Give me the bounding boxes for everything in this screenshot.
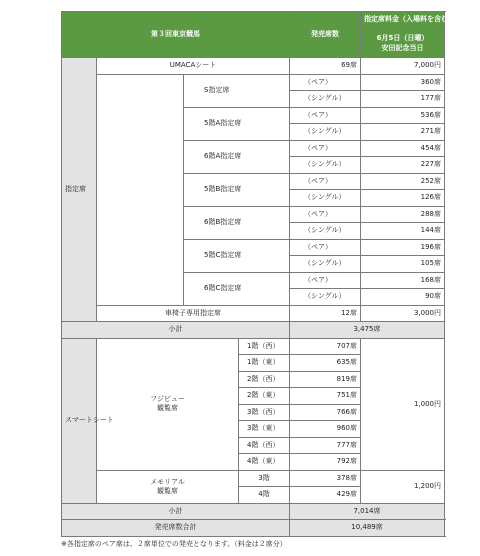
table-row xyxy=(62,503,445,520)
table-row xyxy=(62,140,445,157)
seats-count: 105席 xyxy=(361,256,445,273)
seat-floor: 2階（西） xyxy=(239,371,290,388)
price-main: 7,000円 xyxy=(361,58,445,75)
seats-count: 288席 xyxy=(361,206,445,223)
seat-type: （シングル） xyxy=(290,223,361,240)
table-row xyxy=(62,338,445,355)
header-seats-sold: 発売席数 xyxy=(290,12,361,58)
seats-count: 12席 xyxy=(290,305,361,322)
total-value: 10,489席 xyxy=(290,520,445,537)
seat-type: （ペア） xyxy=(290,173,361,190)
seat-price-table xyxy=(61,11,455,537)
seats-count: 168席 xyxy=(361,272,445,289)
price-main: 1,000円 xyxy=(361,338,445,470)
seat-type: （ペア） xyxy=(290,74,361,91)
total-label: 発売席数合計 xyxy=(62,520,290,537)
table-row xyxy=(62,239,445,256)
seat-type: （シングル） xyxy=(290,289,361,306)
subtotal-label: 小計 xyxy=(62,503,290,520)
table-row xyxy=(62,305,445,322)
seats-count: 766席 xyxy=(290,404,361,421)
seat-group-name: 6階B指定席 xyxy=(184,206,290,239)
seat-floor: 4階（東） xyxy=(239,454,290,471)
seat-group-name: フジビュー 観覧席 xyxy=(97,338,239,470)
seat-floor: 3階（東） xyxy=(239,421,290,438)
table-row xyxy=(62,58,445,75)
seat-group-name: 5階A指定席 xyxy=(184,107,290,140)
seat-name: UMACAシート xyxy=(97,58,290,75)
indent-cell xyxy=(97,206,184,239)
indent-cell xyxy=(97,107,184,140)
seat-type: （ペア） xyxy=(290,272,361,289)
footnote: ※各指定席のペア席は、２席単位での発売となります。（料金は２席分） xyxy=(61,540,287,548)
seats-count: 90席 xyxy=(361,289,445,306)
seat-floor: 3階 xyxy=(239,470,290,487)
table-row xyxy=(62,322,445,339)
seats-count: 792席 xyxy=(290,454,361,471)
indent-cell xyxy=(97,140,184,173)
table-row xyxy=(62,74,445,91)
seats-count: 378席 xyxy=(290,470,361,487)
indent-cell xyxy=(97,74,184,107)
seats-count: 819席 xyxy=(290,371,361,388)
seats-count: 196席 xyxy=(361,239,445,256)
seats-count: 144席 xyxy=(361,223,445,240)
seat-floor: 3階（西） xyxy=(239,404,290,421)
seats-count: 252席 xyxy=(361,173,445,190)
table-row xyxy=(62,173,445,190)
seat-floor: 4階 xyxy=(239,487,290,504)
table-row xyxy=(62,520,445,537)
seat-group-name: 6階C指定席 xyxy=(184,272,290,305)
indent-cell xyxy=(97,239,184,272)
seat-type: （シングル） xyxy=(290,91,361,108)
table-row xyxy=(62,107,445,124)
seats-count: 227席 xyxy=(361,157,445,174)
seat-type: （シングル） xyxy=(290,190,361,207)
seat-floor: 2階（東） xyxy=(239,388,290,405)
seat-type: （シングル） xyxy=(290,124,361,141)
price-main: 1,200円 xyxy=(361,470,445,503)
header-day-main: 6月5日（日曜） 安田記念当日 xyxy=(361,28,445,58)
seats-count: 777席 xyxy=(290,437,361,454)
seats-count: 707席 xyxy=(290,338,361,355)
table-row xyxy=(62,206,445,223)
subtotal-value: 3,475席 xyxy=(290,322,445,339)
seats-count: 69席 xyxy=(290,58,361,75)
header-event: 第３回東京競馬 xyxy=(62,12,290,58)
indent-cell xyxy=(97,272,184,305)
seat-type: （シングル） xyxy=(290,256,361,273)
subtotal-label: 小計 xyxy=(62,322,290,339)
seat-group-name: 5階B指定席 xyxy=(184,173,290,206)
seat-group-name: メモリアル 観覧席 xyxy=(97,470,239,503)
header-price-title: 指定席料金（入場料を含む） xyxy=(361,12,445,28)
subtotal-value: 7,014席 xyxy=(290,503,445,520)
seat-group-name: 5階C指定席 xyxy=(184,239,290,272)
table-row xyxy=(62,272,445,289)
category-smart: スマートシート xyxy=(62,338,97,503)
seats-count: 635席 xyxy=(290,355,361,372)
seats-count: 177席 xyxy=(361,91,445,108)
seat-type: （ペア） xyxy=(290,206,361,223)
seat-floor: 1階（東） xyxy=(239,355,290,372)
seat-floor: 1階（西） xyxy=(239,338,290,355)
seat-floor: 4階（西） xyxy=(239,437,290,454)
indent-cell xyxy=(97,173,184,206)
seats-count: 360席 xyxy=(361,74,445,91)
seats-count: 429席 xyxy=(290,487,361,504)
seats-count: 751席 xyxy=(290,388,361,405)
seat-name: 車椅子専用指定席 xyxy=(97,305,290,322)
seats-count: 126席 xyxy=(361,190,445,207)
seat-type: （ペア） xyxy=(290,140,361,157)
seat-type: （ペア） xyxy=(290,107,361,124)
table-row xyxy=(62,470,445,487)
seat-group-name: 6階A指定席 xyxy=(184,140,290,173)
category-reserved: 指定席 xyxy=(62,58,97,322)
table-row xyxy=(62,12,445,28)
seats-count: 960席 xyxy=(290,421,361,438)
seats-count: 454席 xyxy=(361,140,445,157)
seats-count: 271席 xyxy=(361,124,445,141)
seat-group-name: S指定席 xyxy=(184,74,290,107)
price-main: 3,000円 xyxy=(361,305,445,322)
seat-type: （ペア） xyxy=(290,239,361,256)
seats-count: 536席 xyxy=(361,107,445,124)
seat-type: （シングル） xyxy=(290,157,361,174)
